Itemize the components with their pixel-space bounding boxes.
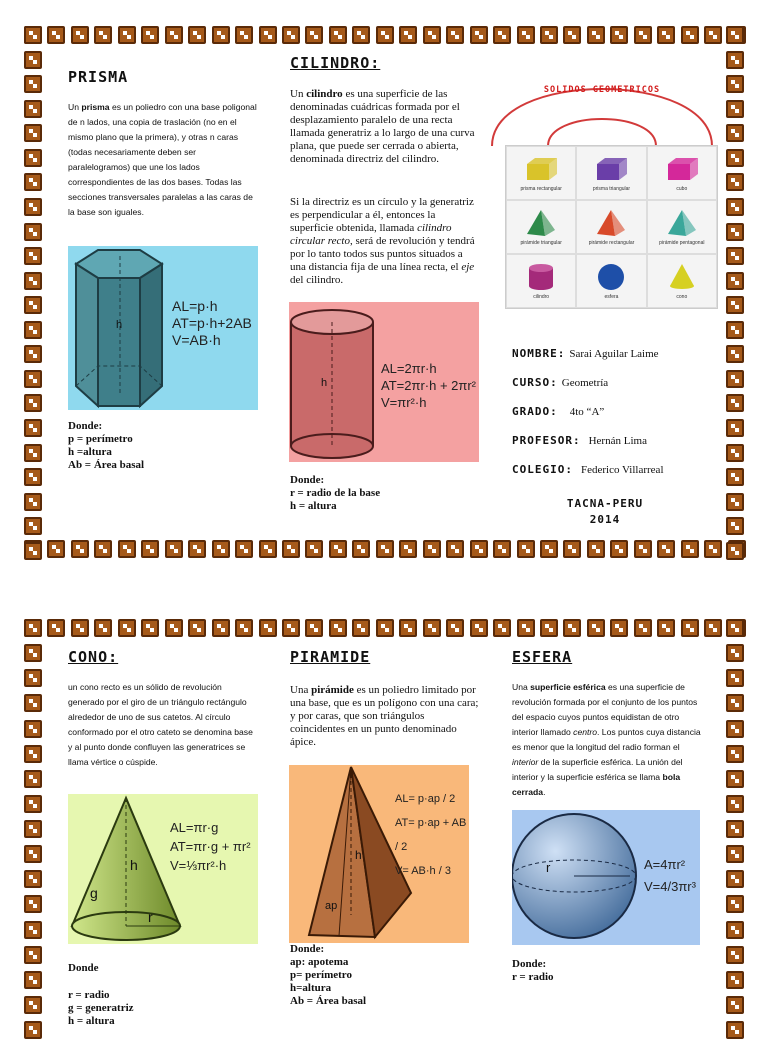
esfera-figure xyxy=(512,810,700,945)
prisma-formula-al: AL=p·h xyxy=(172,298,218,314)
border-block xyxy=(726,694,744,712)
info-block xyxy=(512,344,664,489)
border-block xyxy=(726,296,744,314)
border-block xyxy=(24,669,42,687)
prisma-text: Un prisma es un poliedro con una base poligonal de n lados, una copia de traslación (no en el mismo plano que la primera), y otras n caras (todas necesariamente deben ser paralelogramos) que une los lados correspondientes de las dos bases. Todas las secciones transversales paralelas a las caras de la base son iguales. xyxy=(68,102,257,217)
border-block xyxy=(352,619,370,637)
border-block xyxy=(423,540,441,558)
border-block xyxy=(610,540,628,558)
border-block xyxy=(305,26,323,44)
cono-donde-item: g = generatriz xyxy=(68,1002,134,1014)
border-block xyxy=(493,540,511,558)
cilindro-formulas xyxy=(381,360,476,411)
border-block xyxy=(24,272,42,290)
border-block xyxy=(563,540,581,558)
border-block xyxy=(259,619,277,637)
cono-formula-v: V=⅓πr²·h xyxy=(170,858,227,873)
prisma-title: PRISMA xyxy=(68,68,129,86)
border-block xyxy=(540,619,558,637)
cono-donde-title: Donde xyxy=(68,962,99,974)
border-block xyxy=(657,619,675,637)
solid-label: esfera xyxy=(604,294,619,300)
border-block xyxy=(24,921,42,939)
border-block xyxy=(726,870,744,888)
info-row-grado: GRADO: 4to “A” xyxy=(512,405,605,418)
border-block xyxy=(726,272,744,290)
border-block xyxy=(376,26,394,44)
border-block xyxy=(470,26,488,44)
border-block xyxy=(726,619,744,637)
solid-cell xyxy=(576,254,646,308)
border-block xyxy=(24,75,42,93)
border-block xyxy=(726,124,744,142)
border-block xyxy=(24,345,42,363)
solid-box-icon xyxy=(591,154,631,186)
solid-cell xyxy=(506,146,576,200)
border-block xyxy=(726,542,744,560)
border-block xyxy=(24,51,42,69)
border-block xyxy=(587,619,605,637)
solid-label: prisma triangular xyxy=(592,186,631,192)
border-block xyxy=(24,870,42,888)
solid-box-icon xyxy=(521,154,561,186)
esfera-donde-title: Donde: xyxy=(512,958,547,970)
cono-title: CONO: xyxy=(68,648,119,666)
border-block xyxy=(726,247,744,265)
border-block xyxy=(259,540,277,558)
border-block xyxy=(726,419,744,437)
border-block xyxy=(24,619,42,637)
border-block xyxy=(282,619,300,637)
border-block xyxy=(141,619,159,637)
cono-r-label: r xyxy=(148,909,153,925)
border-block xyxy=(726,921,744,939)
border-block xyxy=(94,26,112,44)
border-block xyxy=(24,644,42,662)
border-block xyxy=(610,619,628,637)
border-block xyxy=(352,540,370,558)
prisma-formula-v: V=AB·h xyxy=(172,332,221,348)
cono-donde-item: r = radio xyxy=(68,989,110,1001)
border-block xyxy=(423,26,441,44)
solid-cone-icon xyxy=(662,262,702,294)
info-year: 2014 xyxy=(589,513,621,526)
solid-pyr-icon xyxy=(591,208,631,240)
border-block xyxy=(657,26,675,44)
border-block xyxy=(24,26,42,44)
esfera-formula-v: V=4/3πr³ xyxy=(644,879,696,894)
border-block xyxy=(47,540,65,558)
border-block xyxy=(24,795,42,813)
border-block xyxy=(188,619,206,637)
border-block xyxy=(24,946,42,964)
prisma-donde-item: h =altura xyxy=(68,446,112,458)
border-block xyxy=(24,296,42,314)
border-block xyxy=(329,540,347,558)
cono-figure xyxy=(68,794,258,944)
solidos-header xyxy=(488,50,716,150)
border-block xyxy=(726,820,744,838)
border-block xyxy=(726,745,744,763)
border-block xyxy=(24,394,42,412)
solid-label: pirámide rectangular xyxy=(588,240,635,246)
border-block xyxy=(24,517,42,535)
border-block xyxy=(141,540,159,558)
border-block xyxy=(423,619,441,637)
border-block xyxy=(470,540,488,558)
border-block xyxy=(726,493,744,511)
border-block xyxy=(305,540,323,558)
esfera-formulas xyxy=(644,854,696,898)
border-block xyxy=(47,26,65,44)
solid-label: cono xyxy=(676,294,688,300)
info-row-curso: CURSO: Geometría xyxy=(512,376,609,389)
piramide-donde-title: Donde: xyxy=(290,943,325,955)
border-row-bottom xyxy=(24,540,746,560)
solidos-title: SOLIDOS GEOMETRICOS xyxy=(543,85,661,95)
border-block xyxy=(726,149,744,167)
border-block xyxy=(726,394,744,412)
solid-label: cilindro xyxy=(533,294,550,300)
border-block xyxy=(282,540,300,558)
border-block xyxy=(704,619,722,637)
border-block xyxy=(24,370,42,388)
border-block xyxy=(610,26,628,44)
border-block xyxy=(704,540,722,558)
border-block xyxy=(24,198,42,216)
solid-cell xyxy=(647,254,717,308)
border-block xyxy=(726,321,744,339)
piramide-formula-al: AL= p·ap / 2 xyxy=(395,793,456,805)
border-block xyxy=(165,26,183,44)
border-block xyxy=(726,845,744,863)
border-block xyxy=(563,26,581,44)
border-block xyxy=(71,619,89,637)
cilindro-formula-v: V=πr²·h xyxy=(381,395,427,410)
border-block xyxy=(726,517,744,535)
piramide-donde xyxy=(290,943,366,1008)
border-block xyxy=(681,540,699,558)
solid-cyl-icon xyxy=(521,262,561,294)
border-block xyxy=(726,895,744,913)
prisma-donde-title: Donde: xyxy=(68,420,103,432)
border-block xyxy=(212,540,230,558)
border-block xyxy=(352,26,370,44)
border-block xyxy=(634,540,652,558)
piramide-donde-item: Ab = Área basal xyxy=(290,995,367,1007)
border-block xyxy=(681,619,699,637)
cono-h-label: h xyxy=(130,857,138,873)
cilindro-donde-item: r = radio de la base xyxy=(290,487,381,499)
prisma-donde-item: Ab = Área basal xyxy=(68,459,145,471)
solidos-grid xyxy=(505,145,718,309)
piramide-formulas xyxy=(395,787,469,883)
esfera-r-label: r xyxy=(546,860,551,875)
prisma-figure xyxy=(68,246,258,410)
prisma-formula-at: AT=p·h+2AB xyxy=(172,315,252,331)
border-block xyxy=(517,619,535,637)
border-block xyxy=(165,619,183,637)
border-row-top xyxy=(24,619,746,639)
border-block xyxy=(212,26,230,44)
border-block xyxy=(657,540,675,558)
border-block xyxy=(118,619,136,637)
cilindro-text-2: Si la directriz es un círculo y la generatriz es perpendicular a él, entonces la superficie obtenida, llamada cilindro circular recto, será de revolución y tendrá por lo tanto todos sus puntos situados a una distancia fija de una línea recta, el eje del cilindro. xyxy=(290,196,475,286)
border-block xyxy=(24,124,42,142)
border-col-left xyxy=(24,619,44,1039)
border-block xyxy=(188,26,206,44)
cilindro-donde-title: Donde: xyxy=(290,474,325,486)
info-row-profesor: PROFESOR: Hernán Lima xyxy=(512,434,647,447)
border-block xyxy=(24,173,42,191)
border-block xyxy=(71,26,89,44)
prisma-h-label: h xyxy=(116,319,123,331)
border-block xyxy=(24,100,42,118)
border-block xyxy=(94,540,112,558)
border-block xyxy=(726,770,744,788)
border-block xyxy=(446,26,464,44)
prisma-donde xyxy=(68,420,144,472)
border-block xyxy=(24,247,42,265)
prisma-donde-item: p = perímetro xyxy=(68,433,133,445)
border-block xyxy=(24,745,42,763)
border-block xyxy=(726,75,744,93)
border-block xyxy=(563,619,581,637)
border-block xyxy=(24,820,42,838)
border-block xyxy=(24,468,42,486)
cilindro-donde-item: h = altura xyxy=(290,500,337,512)
border-block xyxy=(540,540,558,558)
piramide-donde-item: h=altura xyxy=(290,982,332,994)
border-block xyxy=(24,996,42,1014)
solid-cell xyxy=(576,146,646,200)
cilindro-text-1: Un cilindro es una superficie de las denominadas cuádricas formada por el desplazamiento paralelo de una recta llamada generatriz a lo largo de una curva plana, que puede ser cerrada o abierta, denominada directriz del cilindro. xyxy=(290,88,475,165)
border-block xyxy=(329,619,347,637)
border-block xyxy=(446,540,464,558)
border-block xyxy=(282,26,300,44)
border-block xyxy=(235,540,253,558)
border-block xyxy=(141,26,159,44)
border-col-left xyxy=(24,26,44,560)
border-block xyxy=(726,720,744,738)
esfera-formula-a: A=4πr² xyxy=(644,857,686,872)
border-block xyxy=(259,26,277,44)
border-block xyxy=(24,321,42,339)
border-block xyxy=(235,26,253,44)
border-block xyxy=(165,540,183,558)
border-block xyxy=(540,26,558,44)
esfera-donde-item: r = radio xyxy=(512,971,554,983)
cilindro-title: CILINDRO: xyxy=(290,54,381,72)
border-block xyxy=(726,669,744,687)
esfera-title: ESFERA xyxy=(512,648,573,666)
piramide-formula-v: V= AB·h / 3 xyxy=(395,865,451,877)
border-block xyxy=(704,26,722,44)
piramide-title: PIRAMIDE xyxy=(290,648,371,666)
cono-formula-al: AL=πr·g xyxy=(170,820,219,835)
prisma-formulas xyxy=(172,298,252,349)
border-block xyxy=(587,540,605,558)
border-col-right xyxy=(726,619,746,1039)
cono-donde-item: h = altura xyxy=(68,1015,115,1027)
border-row-top xyxy=(24,26,746,46)
border-block xyxy=(446,619,464,637)
info-city: TACNA-PERU xyxy=(566,497,644,510)
border-block xyxy=(399,619,417,637)
esfera-text: Una superficie esférica es una superficie de revolución formada por el conjunto de los puntos del espacio cuyos puntos equidistan de otro interior llamado centro. Los puntos cuya distancia es menor que la longitud del radio forman el interior de la superficie esférica. La unión del interior y la superficie esférica se llama bola cerrada. xyxy=(512,682,701,797)
border-block xyxy=(681,26,699,44)
solid-cell xyxy=(647,146,717,200)
border-block xyxy=(24,542,42,560)
border-block xyxy=(726,946,744,964)
border-block xyxy=(726,468,744,486)
border-block xyxy=(726,996,744,1014)
piramide-formula-at: AT= p·ap + AB / 2 xyxy=(395,817,467,853)
cilindro-figure xyxy=(289,302,479,462)
border-block xyxy=(24,770,42,788)
border-block xyxy=(587,26,605,44)
border-block xyxy=(24,694,42,712)
cilindro-formula-at: AT=2πr·h + 2πr² xyxy=(381,378,476,393)
border-block xyxy=(24,223,42,241)
border-block xyxy=(24,971,42,989)
border-block xyxy=(47,619,65,637)
border-block xyxy=(71,540,89,558)
solid-cell xyxy=(576,200,646,254)
border-block xyxy=(24,149,42,167)
border-block xyxy=(726,345,744,363)
border-block xyxy=(376,619,394,637)
border-block xyxy=(517,26,535,44)
solid-label: pirámide pentagonal xyxy=(659,240,705,246)
cono-formulas xyxy=(170,818,251,875)
border-block xyxy=(726,644,744,662)
cono-g-label: g xyxy=(90,885,98,901)
border-block xyxy=(470,619,488,637)
solid-label: cubo xyxy=(676,186,688,192)
solid-cell xyxy=(506,200,576,254)
esfera-donde xyxy=(512,958,554,984)
solid-cell xyxy=(647,200,717,254)
border-block xyxy=(726,444,744,462)
border-block xyxy=(726,198,744,216)
border-block xyxy=(726,370,744,388)
piramide-ap-label: ap xyxy=(325,900,338,912)
info-row-nombre: NOMBRE: Sarai Aguilar Laime xyxy=(512,347,659,360)
cilindro-donde xyxy=(290,474,380,513)
border-block xyxy=(493,619,511,637)
border-block xyxy=(399,540,417,558)
border-block xyxy=(634,619,652,637)
border-block xyxy=(726,971,744,989)
solid-sph-icon xyxy=(591,262,631,294)
piramide-donde-item: p= perímetro xyxy=(290,969,352,981)
solid-cell xyxy=(506,254,576,308)
border-block xyxy=(376,540,394,558)
piramide-figure xyxy=(289,765,469,943)
cono-donde xyxy=(68,962,134,1028)
border-block xyxy=(493,26,511,44)
solid-pyr-icon xyxy=(662,208,702,240)
piramide-text: Una pirámide es un poliedro limitado por una base, que es un polígono con una cara; y por caras, que son triángulos coincidentes en un punto denominado ápice. xyxy=(290,684,479,748)
border-block xyxy=(634,26,652,44)
border-block xyxy=(726,795,744,813)
border-block xyxy=(94,619,112,637)
border-block xyxy=(24,493,42,511)
piramide-donde-item: ap: apotema xyxy=(290,956,349,968)
border-block xyxy=(24,895,42,913)
border-block xyxy=(726,26,744,44)
solid-label: prisma rectangular xyxy=(520,186,562,192)
cono-text: un cono recto es un sólido de revolución generado por el giro de un triángulo rectángulo alrededor de uno de sus catetos. Al círculo conformado por el otro cateto se denomina base y al punto donde confluyen las generatrices se llama vértice o cúspide. xyxy=(68,682,253,767)
border-block xyxy=(212,619,230,637)
arch-banner-icon xyxy=(488,50,716,150)
info-footer xyxy=(540,496,670,528)
border-block xyxy=(517,540,535,558)
border-block xyxy=(726,173,744,191)
border-block xyxy=(24,845,42,863)
solid-pyr-icon xyxy=(521,208,561,240)
border-col-right xyxy=(726,26,746,560)
border-block xyxy=(726,100,744,118)
info-row-colegio: COLEGIO: Federico Villarreal xyxy=(512,463,664,476)
border-block xyxy=(726,51,744,69)
cilindro-h-label: h xyxy=(321,377,328,389)
border-block xyxy=(24,444,42,462)
border-block xyxy=(305,619,323,637)
solid-box-icon xyxy=(662,154,702,186)
border-block xyxy=(24,720,42,738)
cilindro-formula-al: AL=2πr·h xyxy=(381,361,437,376)
border-block xyxy=(118,540,136,558)
cono-formula-at: AT=πr·g + πr² xyxy=(170,839,251,854)
border-block xyxy=(399,26,417,44)
solid-label: pirámide triangular xyxy=(520,240,562,246)
border-block xyxy=(235,619,253,637)
border-block xyxy=(726,223,744,241)
border-block xyxy=(118,26,136,44)
piramide-h-label: h xyxy=(355,848,362,862)
border-block xyxy=(188,540,206,558)
border-block xyxy=(329,26,347,44)
border-block xyxy=(24,419,42,437)
